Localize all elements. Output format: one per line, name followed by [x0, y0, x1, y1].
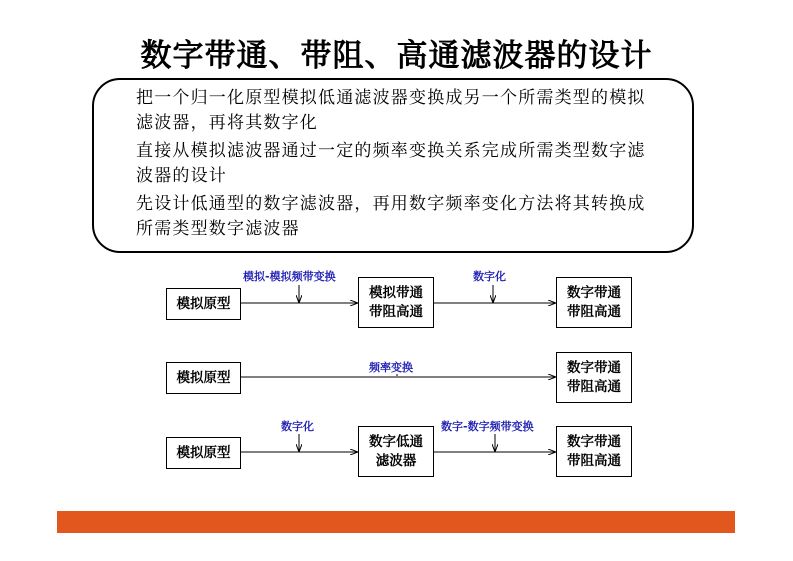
- flow1-start-label: 模拟原型: [176, 295, 231, 312]
- flow1-end-label: 数字带通 带阻高通: [567, 284, 621, 320]
- flow3-band-transform-label: 数字-数字频带变换: [441, 420, 534, 433]
- flow1-digitize-label: 数字化: [473, 270, 506, 283]
- method-2-text: 直接从模拟滤波器通过一定的频率变换关系完成所需类型数字滤波器的设计: [136, 141, 646, 186]
- flow3-start-box: [166, 437, 241, 469]
- flow3-middle-label: 数字低通 滤波器: [369, 433, 423, 469]
- flow3-start-label: 模拟原型: [176, 444, 231, 461]
- flow2-end-label: 数字带通 带阻高通: [567, 359, 621, 395]
- flow1-middle-label: 模拟带通 带阻高通: [369, 284, 423, 320]
- flow3-end-box: [556, 426, 632, 477]
- page-title: 数字带通、带阻、高通滤波器的设计: [140, 38, 653, 74]
- flow2-start-label: 模拟原型: [176, 369, 231, 386]
- flow3-digitize-label: 数字化: [281, 420, 314, 433]
- flow2-freq-transform-label: 频率变换: [369, 361, 413, 374]
- flow2-end-box: [556, 352, 632, 403]
- flow1-transform-label: 模拟-模拟频带变换: [243, 270, 336, 283]
- flow3-end-label: 数字带通 带阻高通: [567, 433, 621, 469]
- flow2-start-box: [166, 362, 241, 394]
- footer-bar: [57, 511, 735, 533]
- flow3-middle-box: [358, 426, 434, 477]
- flow1-middle-box: [358, 277, 434, 328]
- method-3-text: 先设计低通型的数字滤波器，再用数字频率变化方法将其转换成所需类型数字滤波器: [136, 194, 646, 239]
- method-1-text: 把一个归一化原型模拟低通滤波器变换成另一个所需类型的模拟滤波器，再将其数字化: [136, 88, 646, 133]
- flow1-start-box: [166, 288, 241, 320]
- flow1-end-box: [556, 277, 632, 328]
